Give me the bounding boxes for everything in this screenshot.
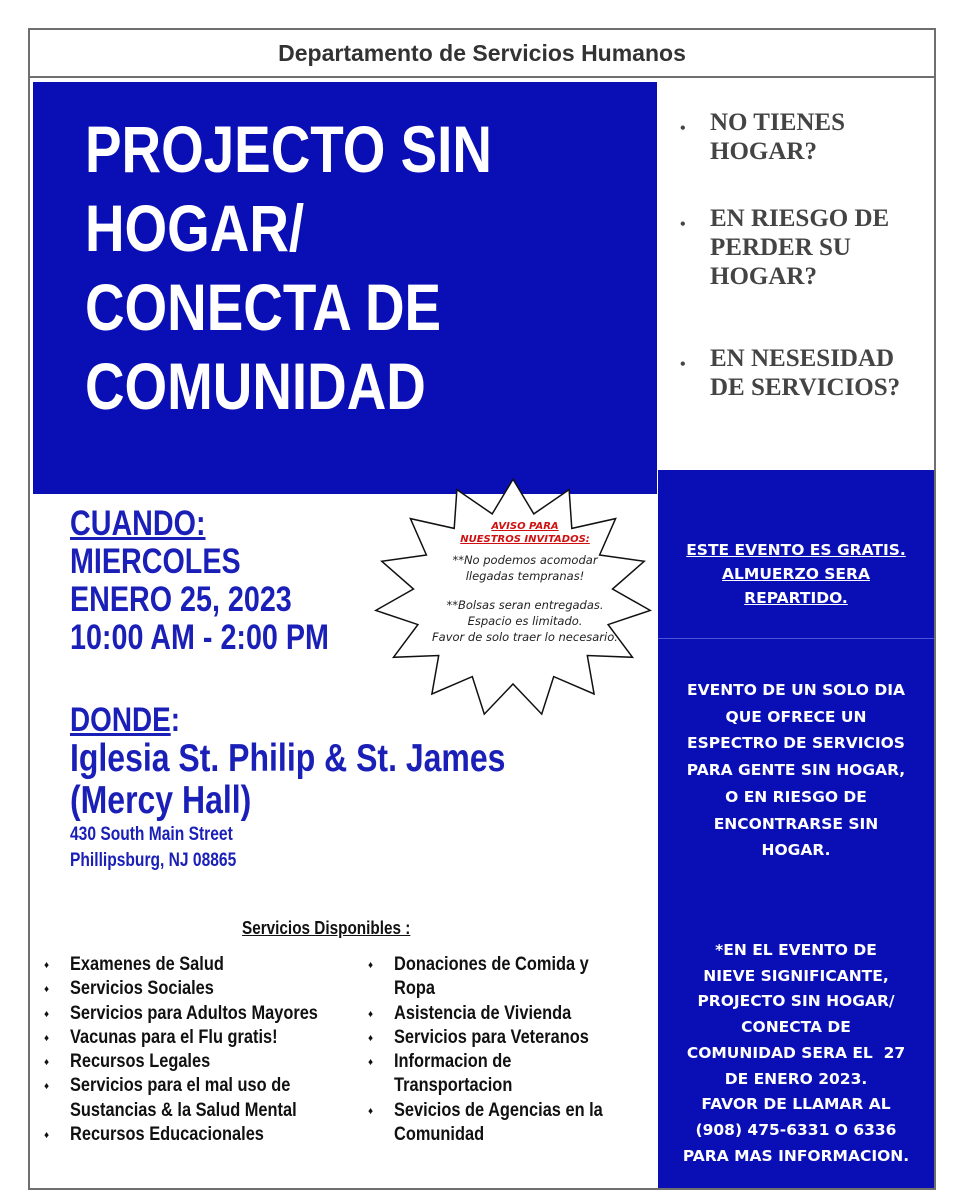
- department-header: [30, 30, 934, 78]
- snow-line: FAVOR DE LLAMAR AL: [701, 1095, 891, 1114]
- event-description: [674, 677, 918, 864]
- question-line: HOGAR?: [710, 138, 817, 165]
- snow-line: DE ENERO 2023.: [724, 1069, 868, 1088]
- snow-line: COMUNIDAD SERA EL 27: [686, 1043, 906, 1062]
- service-text: Servicios para Adultos Mayores: [70, 1001, 318, 1024]
- question-line: NO TIENES: [710, 109, 846, 136]
- description-line: HOGAR.: [761, 841, 831, 860]
- event-date: ENERO 25, 2023: [70, 580, 292, 619]
- list-item: [44, 952, 364, 976]
- service-text: Informacion de: [394, 1050, 512, 1073]
- list-item: [368, 1098, 648, 1147]
- notice-line: ALMUERZO SERA: [722, 565, 870, 583]
- description-line: ENCONTRARSE SIN: [713, 814, 879, 833]
- snow-notice: [674, 938, 918, 1169]
- notice-line: llegadas tempranas!: [465, 569, 585, 583]
- city-address: Phillipsburg, NJ 08865: [70, 850, 237, 871]
- service-text: Sevicios de Agencias en la: [394, 1098, 603, 1121]
- bullet-icon: •: [680, 216, 686, 233]
- event-time: 10:00 AM - 2:00 PM: [70, 618, 329, 657]
- notice-line: **No podemos acomodar: [452, 553, 598, 567]
- free-event-notice: [674, 538, 918, 610]
- title-panel: [33, 82, 657, 494]
- notice-title: AVISO PARA: [491, 521, 559, 532]
- service-text: Comunidad: [394, 1123, 485, 1146]
- questions-panel: [660, 82, 934, 470]
- services-list-right: [368, 952, 648, 1146]
- list-item: [44, 1025, 364, 1049]
- service-text: Vacunas para el Flu gratis!: [70, 1025, 278, 1048]
- description-line: EVENTO DE UN SOLO DIA: [687, 681, 905, 699]
- notice-line: REPARTIDO.: [744, 589, 848, 607]
- when-label: CUANDO:: [70, 504, 206, 543]
- list-item: [368, 1001, 648, 1025]
- title-line: CONECTA DE: [85, 270, 442, 344]
- when-section: [70, 505, 329, 657]
- bullet-icon: •: [680, 120, 686, 137]
- venue-name: Iglesia St. Philip & St. James: [70, 737, 506, 780]
- where-label-colon: :: [170, 701, 180, 739]
- list-item: [368, 1049, 648, 1098]
- service-text: Asistencia de Vivienda: [394, 1001, 572, 1024]
- list-item: [44, 976, 364, 1000]
- title-line: HOGAR/: [85, 191, 305, 265]
- title-line: PROJECTO SIN: [85, 112, 492, 186]
- street-address: 430 South Main Street: [70, 824, 233, 845]
- event-day: MIERCOLES: [70, 542, 241, 581]
- service-text: Ropa: [394, 977, 435, 1000]
- notice-line: **Bolsas seran entregadas.: [446, 598, 604, 612]
- notice-line: Favor de solo traer lo necesario.: [432, 630, 618, 644]
- service-text: Servicios para Veteranos: [394, 1025, 589, 1048]
- question-line: PERDER SU: [710, 234, 851, 261]
- title-line: COMUNIDAD: [85, 349, 426, 423]
- event-title: [85, 110, 492, 426]
- list-item: [44, 1122, 364, 1146]
- notice-line: Espacio es limitado.: [467, 614, 583, 628]
- notice-line: ESTE EVENTO ES GRATIS.: [686, 541, 906, 559]
- question-line: EN RIESGO DE: [710, 205, 890, 232]
- description-line: ESPECTRO DE SERVICIOS: [687, 734, 905, 753]
- where-section: [70, 702, 505, 874]
- description-line: QUE OFRECE UN: [725, 707, 867, 726]
- list-item: [44, 1001, 364, 1025]
- snow-line: *EN EL EVENTO DE: [715, 941, 877, 959]
- question-line: EN NESESIDAD: [710, 345, 895, 372]
- where-label-text: DONDE: [70, 701, 171, 739]
- service-text: Donaciones de Comida y: [394, 953, 589, 975]
- snow-line: NIEVE SIGNIFICANTE,: [703, 966, 889, 985]
- panel-divider: [658, 638, 934, 639]
- snow-line: CONECTA DE: [741, 1018, 851, 1037]
- service-text: Servicios para el mal uso de: [70, 1074, 291, 1097]
- snow-line: PROJECTO SIN HOGAR/: [697, 992, 895, 1011]
- department-name: Departamento de Servicios Humanos: [278, 39, 686, 66]
- service-text: Servicios Sociales: [70, 977, 214, 1000]
- service-text: Examenes de Salud: [70, 953, 224, 975]
- snow-line: PARA MAS INFORMACION.: [682, 1146, 910, 1165]
- service-text: Transportacion: [394, 1074, 513, 1097]
- list-item: [368, 1025, 648, 1049]
- list-item: [368, 952, 648, 1001]
- question-line: DE SERVICIOS?: [710, 374, 901, 401]
- phone-number: (908) 475-6331 O 6336: [695, 1120, 897, 1139]
- service-text: Sustancias & la Salud Mental: [70, 1098, 297, 1121]
- description-line: O EN RIESGO DE: [725, 787, 867, 806]
- service-text: Recursos Educacionales: [70, 1123, 264, 1146]
- bullet-icon: •: [680, 356, 686, 373]
- list-item: [44, 1073, 364, 1122]
- list-item: [44, 1049, 364, 1073]
- notice-title: NUESTROS INVITADOS:: [460, 534, 590, 545]
- description-line: PARA GENTE SIN HOGAR,: [686, 761, 906, 780]
- guest-notice: [410, 520, 640, 645]
- services-list-left: [44, 952, 364, 1146]
- service-text: Recursos Legales: [70, 1050, 211, 1073]
- services-heading: Servicios Disponibles :: [242, 918, 411, 938]
- venue-hall: (Mercy Hall): [70, 779, 252, 822]
- question-line: HOGAR?: [710, 263, 817, 290]
